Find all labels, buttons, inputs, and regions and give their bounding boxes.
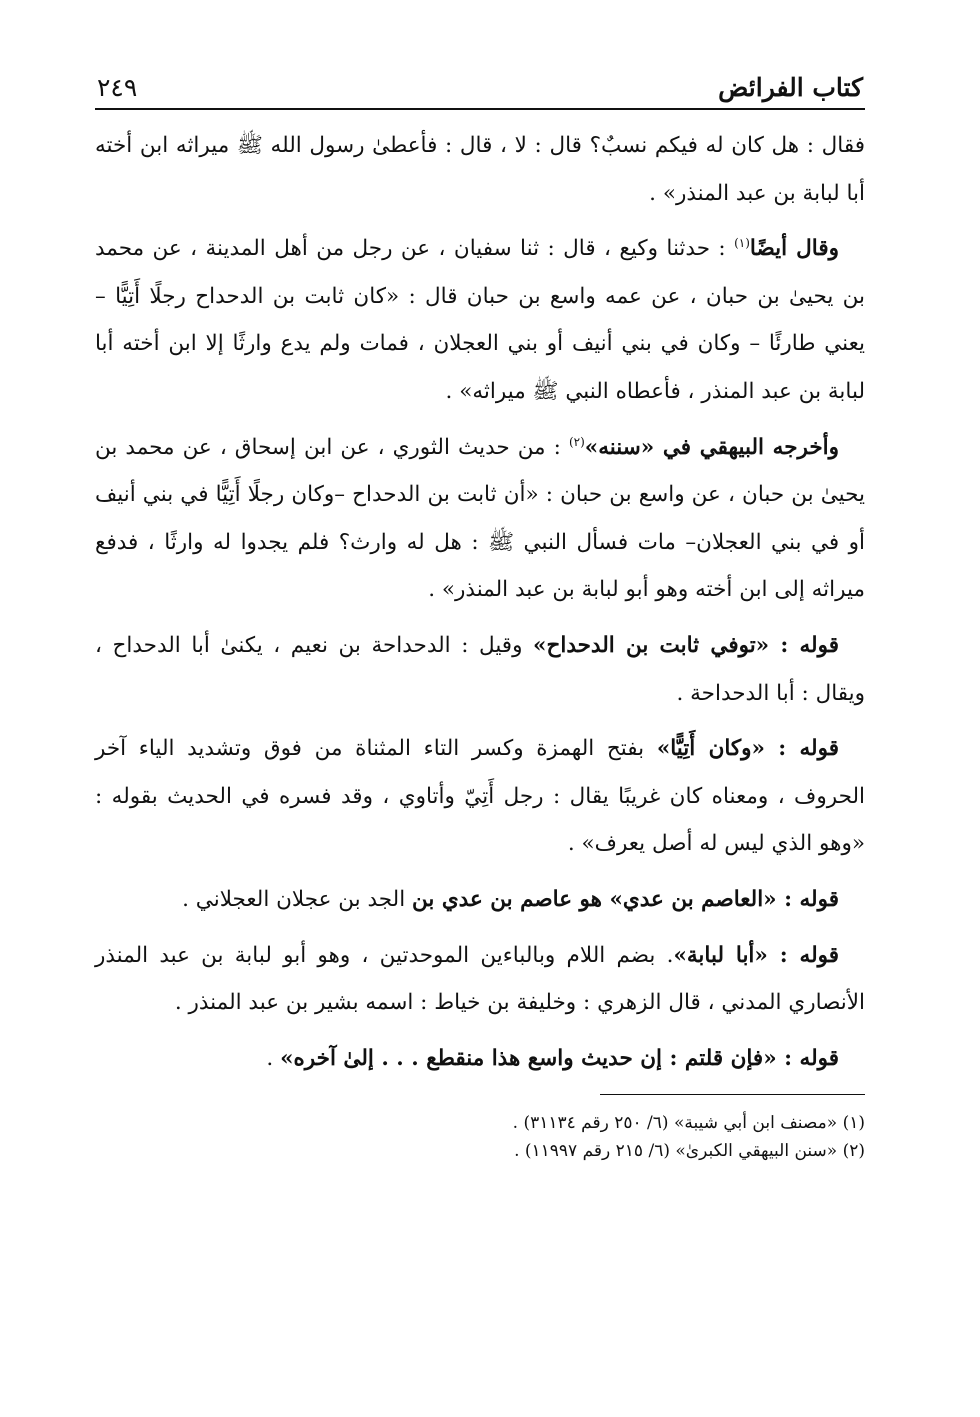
paragraph-text: : من حديث الثوري ، عن ابن إسحاق ، عن محمد بن يحيىٰ بن حبان ، عن واسع بن حبان : «أن ثابت بن الدحداح –وكان رجلًا أَتِيًّا في بني أنيف أو في بني العجلان– مات فسأل النبي ﷺ : هل له وارث؟ فلم يجدوا له وارثًا ، فدفع ميراثه إلى ابن أخته وهو أبو لبابة بن عبد المنذر» .	[95, 434, 865, 603]
running-title: كتاب الفرائض	[718, 73, 863, 102]
paragraph-lead: قوله : «أبا لبابة»	[673, 942, 840, 968]
footnote-ref-2: (٢)	[568, 434, 585, 449]
paragraph-3	[95, 424, 865, 614]
paragraph-lead: قوله : «وكان أَتِيًّا»	[656, 736, 839, 762]
page-header	[95, 50, 865, 110]
footnote-ref-1: (١)	[734, 236, 750, 251]
paragraph-lead: وقال أيضًا	[749, 236, 839, 262]
footnote-2: (٢) «سنن البيهقي الكبرىٰ» (٦/ ٢١٥ رقم ١١٩٩٧) .	[514, 1141, 865, 1162]
paragraph-8	[95, 1035, 865, 1083]
paragraph-text: وقيل : الدحداحة بن نعيم ، يكنىٰ أبا الدحداح ، ويقال : أبا الدحداحة .	[95, 632, 865, 706]
paragraph-lead: قوله : «فإن قلتم : إن حديث واسع هذا منقطع . . . إلىٰ آخره»	[280, 1045, 839, 1071]
paragraph-lead: وأخرجه البيهقي في «سننه»	[584, 434, 840, 460]
paragraph-4	[95, 622, 865, 717]
paragraph-text: فقال : هل كان له فيكم نسبٌ؟ قال : لا ، قال : فأعطىٰ رسول الله ﷺ ميراثه ابن أخته أبا لبابة بن عبد المنذر» .	[95, 133, 865, 206]
paragraph-7	[95, 932, 865, 1027]
body-text	[95, 122, 865, 1082]
paragraph-1	[95, 122, 865, 217]
paragraph-text: بفتح الهمزة وكسر التاء المثناة من فوق وتشديد الياء آخر الحروف ، ومعناه كان غريبًا يقال : رجل أَتِيّ وأتاوي ، وقد فسره في الحديث بقوله : «وهو الذي ليس له أصل يعرف» .	[95, 736, 865, 857]
paragraph-lead: قوله : «توفي ثابت بن الدحداح»	[533, 632, 839, 658]
paragraph-text: . بضم اللام وبالباءين الموحدتين ، وهو أبو لبابة بن عبد المنذر الأنصاري المدني ، قال الزهري : وخليفة بن خياط : اسمه بشير بن عبد المنذر .	[95, 942, 865, 1016]
footnotes	[95, 1109, 865, 1165]
paragraph-2	[95, 225, 865, 415]
paragraph-6	[95, 876, 865, 924]
paragraph-text: : حدثنا وكيع ، قال : ثنا سفيان ، عن رجل من أهل المدينة ، عن محمد بن يحيىٰ بن حبان ، عن عمه واسع بن حبان قال : «كان ثابت بن الدحداح رجلًا أَتِيًّا – يعني طارئًا – وكان في بني أنيف أو بني العجلان ، فمات ولم يدع وارثًا إلا ابن أخته أبا لبابة بن عبد المنذر ، فأعطاه النبي ﷺ ميراثه» .	[95, 236, 865, 404]
paragraph-text: .	[266, 1045, 281, 1071]
book-page	[95, 50, 865, 1165]
paragraph-text: الجد بن عجلان العجلاني .	[182, 886, 413, 912]
footnote-1: (١) «مصنف ابن أبي شيبة» (٦/ ٢٥٠ رقم ٣١١٣٤) .	[512, 1113, 865, 1134]
page-number: ٢٤٩	[97, 73, 138, 102]
paragraph-5	[95, 725, 865, 868]
paragraph-lead: قوله : «العاصم بن عدي» هو عاصم بن عدي بن	[412, 886, 839, 912]
footnote-divider	[600, 1094, 865, 1095]
